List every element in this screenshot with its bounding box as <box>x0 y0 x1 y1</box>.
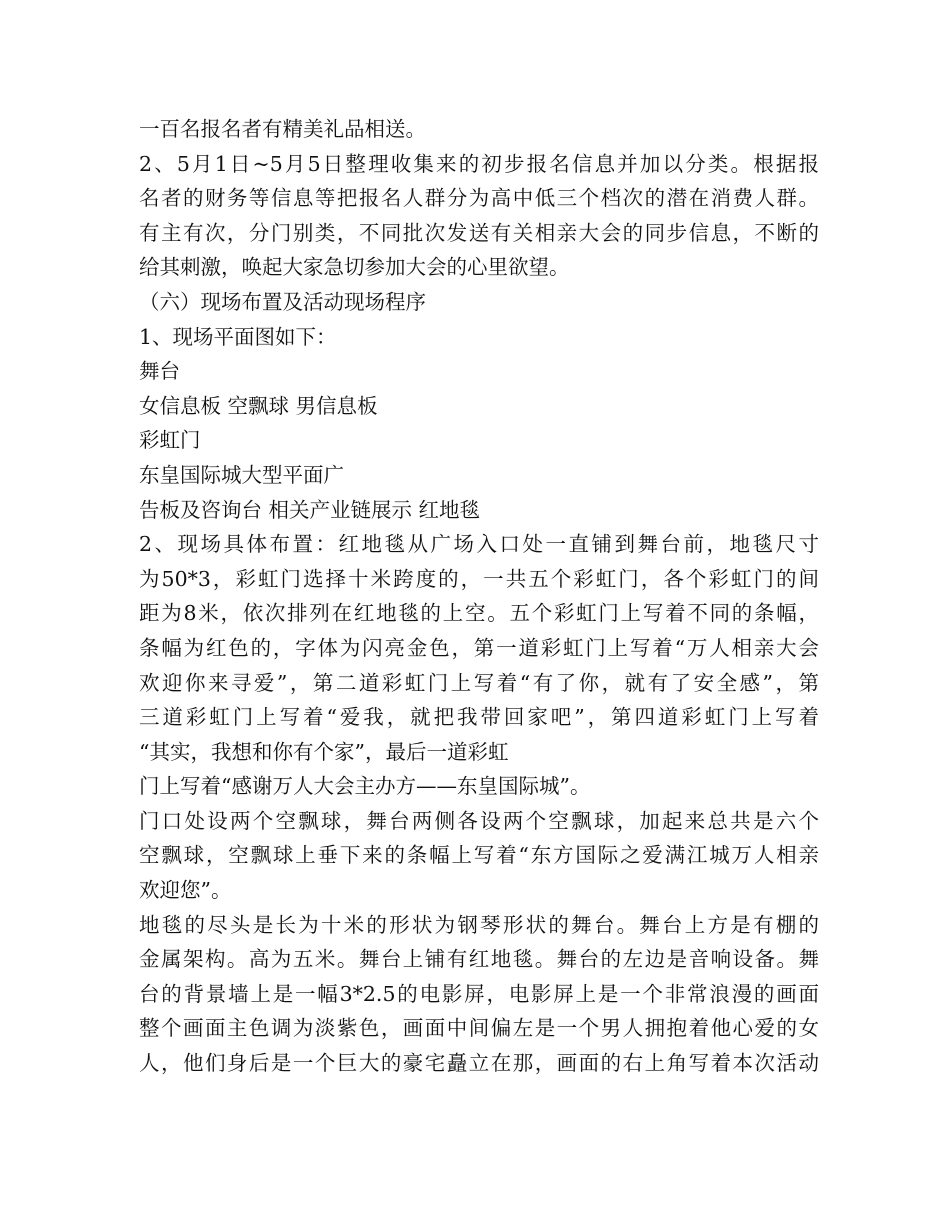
text-line: 门上写着“感谢万人大会主办方——东皇国际城”。 <box>139 774 591 799</box>
text-line: （六）现场布置及活动现场程序 <box>139 289 426 314</box>
text-line: 有主有次，分门别类，不同批次发送有关相亲大会的同步信息，不断的 <box>139 220 819 245</box>
document-page <box>139 112 819 1081</box>
text-line: 距为8米，依次排列在红地毯的上空。五个彩虹门上写着不同的条幅， <box>139 601 819 626</box>
text-line: 三道彩虹门上写着“爱我，就把我带回家吧”，第四道彩虹门上写着 <box>139 705 819 730</box>
text-line: 台的背景墙上是一幅3*2.5的电影屏，电影屏上是一个非常浪漫的画面 <box>139 981 819 1006</box>
text-line: 人，他们身后是一个巨大的豪宅矗立在那，画面的右上角写着本次活动 <box>139 1051 819 1076</box>
text-line: 2、现场具体布置：红地毯从广场入口处一直铺到舞台前，地毯尺寸 <box>139 532 819 557</box>
text-line: 条幅为红色的，字体为闪亮金色，第一道彩虹门上写着“万人相亲大会 <box>139 635 819 660</box>
text-line: 整个画面主色调为淡紫色，画面中间偏左是一个男人拥抱着他心爱的女 <box>139 1016 819 1041</box>
text-line: 彩虹门 <box>139 428 201 453</box>
text-line: 一百名报名者有精美礼品相送。 <box>139 117 426 141</box>
text-line: 门口处设两个空飘球，舞台两侧各设两个空飘球，加起来总共是六个 <box>139 808 819 833</box>
text-line: 1、现场平面图如下： <box>139 324 337 349</box>
text-line: 名者的财务等信息等把报名人群分为高中低三个档次的潜在消费人群。 <box>139 186 819 211</box>
text-line: 空飘球，空飘球上垂下来的条幅上写着“东方国际之爱满江城万人相亲 <box>139 843 819 868</box>
text-line: 欢迎你来寻爱”，第二道彩虹门上写着“有了你，就有了安全感”，第 <box>139 670 819 695</box>
text-line: 女信息板 空飘球 男信息板 <box>139 393 378 418</box>
text-line: “其实，我想和你有个家”，最后一道彩虹 <box>139 739 509 764</box>
text-line: 金属架构。高为五米。舞台上铺有红地毯。舞台的左边是音响设备。舞 <box>139 947 819 972</box>
text-line: 东皇国际城大型平面广 <box>139 462 344 487</box>
text-line: 为50*3，彩虹门选择十米跨度的，一共五个彩虹门，各个彩虹门的间 <box>139 566 819 591</box>
text-line: 给其刺激，唤起大家急切参加大会的心里欲望。 <box>139 255 570 280</box>
text-line: 2、5月1日~5月5日整理收集来的初步报名信息并加以分类。根据报 <box>139 151 819 176</box>
text-line: 舞台 <box>139 359 180 384</box>
text-line: 地毯的尽头是长为十米的形状为钢琴形状的舞台。舞台上方是有棚的 <box>139 912 819 937</box>
text-line: 欢迎您”。 <box>139 878 232 903</box>
text-line: 告板及咨询台 相关产业链展示 红地毯 <box>139 497 481 522</box>
